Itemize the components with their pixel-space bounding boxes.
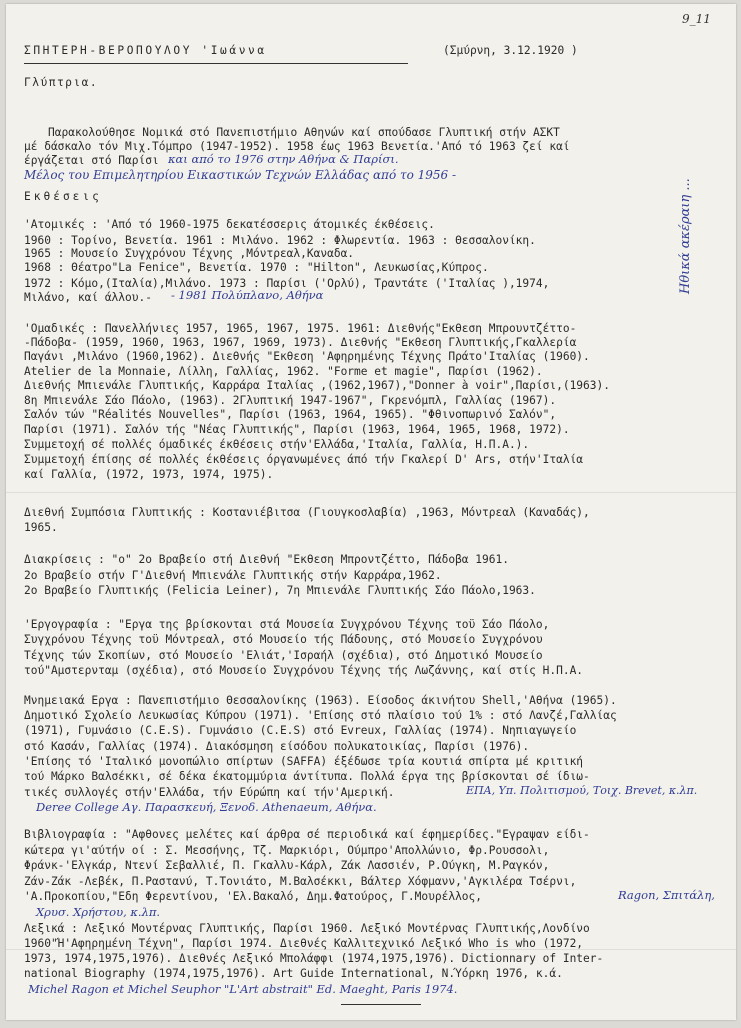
solo-line: 'Ατομικές : 'Από τό 1960-1975 δεκατέσσερις άτομικές έκθέσεις.	[24, 218, 435, 231]
profession: Γλύπτρια.	[24, 76, 99, 89]
intro-line: έργάζεται στό Παρίσι	[24, 154, 159, 167]
symposia-line: Διεθνή Συμπόσια Γλυπτικής : Κοστανιέβιτσα (Γιουγκοσλαβία) ,1963, Μόντρεαλ (Καναδάς),	[24, 506, 590, 519]
solo-line: Μιλάνο, καί άλλου.-	[24, 291, 152, 304]
lexicons-line: 1960"Ή'Αφηρημένη Τέχνη", Παρίσι 1974. Διεθνές Καλλιτεχνικό Λεξικό Who is who (1972,	[24, 937, 584, 950]
group-line: 'Ομαδικές : Πανελλήνιες 1957, 1965, 1967, 1975. 1961: Διεθνής"Εκθεση Μπρουντζέττο-	[24, 322, 577, 335]
bibliography-line: κώτερα γι'αύτήν οί : Σ. Μεσσήνης, Τζ. Μαρκιόρι, Ούμπρο'Απολλώνιο, Φρ.Ρουσσολι,	[24, 844, 550, 857]
lexicons-line: national Biography (1974,1975,1976). Art Guide International, Ν.Ύόρκη 1976, κ.ά.	[24, 967, 563, 980]
handwritten-intro-cont: και από το 1976 στην Αθήνα & Παρίσι.	[168, 152, 399, 166]
works-line: τού"Αμστερνταμ (σχέδια), στό Μουσείο Συγχρόνου Τέχνης τής Λωζάννης, καί στίς Η.Π.Α.	[24, 664, 584, 677]
monuments-line: στό Κασάν, Γαλλίας (1974). Διακόσμηση είσόδου πολυκατοικίας, Παρίσι (1976).	[24, 740, 530, 753]
works-line: 'Εργογραφία : "Εργα της βρίσκονται στά Μουσεία Συγχρόνου Τέχνης τοϋ Σάο Πάολο,	[24, 618, 550, 631]
works-line: Τέχνης τών Σκοπίων, στό Μουσείο 'Ελιάτ,'Ισραήλ (σχέδια), στό Δημοτικό Μουσείο	[24, 649, 543, 662]
bibliography-line: 'Α.Προκοπίου,"Εδη Φερεντίνου, 'Ελ.Βακαλό, Δημ.Φατούρος, Γ.Μουρέλλος,	[24, 890, 483, 903]
bibliography-line: Βιβλιογραφία : "Αφθονες μελέτες καί άρθρα σέ περιοδικά καί έφημερίδες."Εγραψαν είδι-	[24, 828, 590, 841]
intro-line: Παρακολούθησε Νομικά στό Πανεπιστήμιο Αθηνών καί σπούδασε Γλυπτική στήν ΑΣΚΤ	[48, 126, 560, 139]
lexicons-line: Λεξικά : Λεξικό Μοντέρνας Γλυπτικής, Παρίσι 1960. Λεξικό Μοντέρνας Γλυπτικής,Λονδίνο	[24, 922, 590, 935]
handwritten-intro-note: Μέλος του Επιμελητηρίου Εικαστικών Τεχνών Ελλάδας από το 1956 -	[24, 168, 457, 182]
fold-line	[6, 492, 736, 493]
page-number: 9_11	[682, 12, 711, 26]
group-line: καί Γαλλία, (1972, 1973, 1974, 1975).	[24, 468, 274, 481]
group-line: Διεθνής Μπιενάλε Γλυπτικής, Καρράρα Ιταλίας ,(1962,1967),"Donner à voir",Παρίσι,(1963).	[24, 379, 610, 392]
intro-line: μέ δάσκαλο τόν Μιχ.Τόμπρο (1947-1952). 1958 έως 1963 Βενετία.'Από τό 1963 ζεί καί	[24, 140, 570, 153]
bibliography-line: Ζάν-Ζάκ -Λεβέκ, Π.Ραστανύ, Τ.Τονιάτο, Μ.Βαλσέκκι, Βάλτερ Χόφμανν,'Αγκιλέρα Τσέρνι,	[24, 875, 577, 888]
handwritten-biblio-final: Michel Ragon et Michel Seuphor "L'Art abstrait" Ed. Maeght, Paris 1974.	[28, 982, 458, 996]
birth-info: (Σμύρνη, 3.12.1920 )	[443, 44, 578, 57]
handwritten-monuments-note: Deree College Αγ. Παρασκευή, Ξενοδ. Athenaeum, Αθήνα.	[36, 800, 377, 814]
monuments-line: Μνημειακά Εργα : Πανεπιστήμιο Θεσσαλονίκης (1963). Είσοδος άκινήτου Shell,'Αθήνα (1965).	[24, 694, 617, 707]
group-line: Atelier de la Monnaie, Λίλλη, Γαλλίας, 1962. "Forme et magie", Παρίσι (1962).	[24, 365, 543, 378]
handwritten-solo-note: - 1981 Πολύπλανο, Αθήνα	[171, 288, 324, 302]
group-line: Συμμετοχή σέ πολλές όμαδικές έκθέσεις στήν'Ελλάδα,'Ιταλία, Γαλλία, Η.Π.Α.).	[24, 438, 530, 451]
artist-name: ΣΠΗΤΕΡΗ-ΒΕΡΟΠΟΥΛΟΥ 'Ιωάννα	[24, 44, 267, 57]
awards-line: 2ο Βραβείο στήν Γ'Διεθνή Μπιενάλε Γλυπτικής στήν Καρράρα,1962.	[24, 569, 442, 582]
awards-line: 2ο Βραβείο Γλυπτικής (Felicia Leiner), 7η Μπιενάλε Γλυπτικής Σάο Πάολο,1963.	[24, 584, 536, 597]
handwritten-margin-note: Ηθικά ακέραιη ...	[678, 178, 693, 294]
lexicons-line: 1973, 1974,1975,1976). Διεθνές Λεξικό Μπολάφφι (1974,1975,1976). Dictionnary of Inter-	[24, 952, 604, 965]
handwritten-monuments-cont: ΕΠΑ, Υπ. Πολιτισμού, Τοιχ. Brevet, κ.λπ.	[466, 784, 698, 797]
handwritten-biblio-note: Ragon, Σπιτάλη,	[618, 888, 715, 902]
exhibitions-heading: Εκθέσεις	[24, 190, 102, 203]
group-line: 8η Μπιενάλε Σάο Πάολο, (1963). 2Γλυπτική 1947-1967", Γκρενόμπλ, Γαλλίας (1967).	[24, 394, 557, 407]
monuments-line: 'Επίσης τό 'Ιταλικό μονοπώλιο σπίρτων (SAFFA) έξέδωσε τρία κουτιά σπίρτα μέ κριτική	[24, 755, 584, 768]
monuments-line: τού Μάρκο Βαλσέκκι, σέ δέκα έκατομμύρια άντίτυπα. Πολλά έργα της βρίσκονται σέ ίδιω-	[24, 770, 590, 783]
solo-line: 1968 : Θέατρο"La Fenice", Βενετία. 1970 : "Hilton", Λευκωσίας,Κύπρος.	[24, 261, 489, 274]
solo-line: 1965 : Μουσείο Συγχρόνου Τέχνης ,Μόντρεαλ,Καναδα.	[24, 247, 355, 260]
title-underline	[24, 63, 408, 64]
document-page	[6, 4, 736, 1020]
monuments-line: (1971), Γυμνάσιο (C.E.S). Γυμνάσιο (C.E.S) στό Evreux, Γαλλίας (1974). Νηπιαγωγείο	[24, 724, 577, 737]
group-line: Σαλόν τών "Réalités Nouvelles", Παρίσι (1963, 1964, 1965). "Φθινοπωρινό Σαλόν",	[24, 408, 557, 421]
monuments-line: Δημοτικό Σχολείο Λευκωσίας Κύπρου (1971). 'Επίσης στό πλαίσιο τού 1% : στό Λανζέ,Γαλλίας	[24, 709, 617, 722]
handwritten-biblio-note: Χρυσ. Χρήστου, κ.λπ.	[36, 905, 161, 919]
group-line: Παγάνι ,Μιλάνο (1960,1962). Διεθνής "Εκθεση 'Αφηρημένης Τέχνης Πράτο'Ιταλίας (1960).	[24, 350, 590, 363]
awards-line: Διακρίσεις : "ο" 2ο Βραβείο στή Διεθνή "Εκθεση Μπροντζέττο, Πάδοβα 1961.	[24, 553, 509, 566]
group-line: -Πάδοβα- (1959, 1960, 1963, 1967, 1969, 1973). Διεθνής "Εκθεση Γλυπτικής,Γκαλλερία	[24, 336, 577, 349]
solo-line: 1960 : Τορίνο, Βενετία. 1961 : Μιλάνο. 1962 : Φλωρεντία. 1963 : Θεσσαλονίκη.	[24, 234, 536, 247]
group-line: Παρίσι (1971). Σαλόν τής "Νέας Γλυπτικής", Παρίσι (1963, 1964, 1965, 1968, 1972).	[24, 423, 570, 436]
monuments-line: τικές συλλογές στήν'Ελλάδα, τήν Εύρώπη καί τήν'Αμερική.	[24, 786, 395, 799]
solo-line: 1972 : Κόμο,(Ιταλία),Μιλάνο. 1973 : Παρίσι ('Ορλύ), Τραντάτε ('Ιταλίας ),1974,	[24, 277, 550, 290]
end-rule	[341, 1004, 421, 1005]
symposia-line: 1965.	[24, 521, 58, 534]
bibliography-line: Φράνκ-'Ελγκάρ, Ντενί Σεβαλλιέ, Π. Γκαλλυ-Κάρλ, Ζάκ Λασσιέν, Ρ.Ούγκη, Μ.Ραγκόν,	[24, 859, 550, 872]
group-line: Συμμετοχή έπίσης σέ πολλές έκθέσεις όργανωμένες άπό τήν Γκαλερί D' Ars, στήν'Ιταλία	[24, 453, 584, 466]
works-line: Συγχρόνου Τέχνης τοϋ Μόντρεαλ, στό Μουσείο τής Πάδουης, στό Μουσείο Συγχρόνου	[24, 633, 543, 646]
